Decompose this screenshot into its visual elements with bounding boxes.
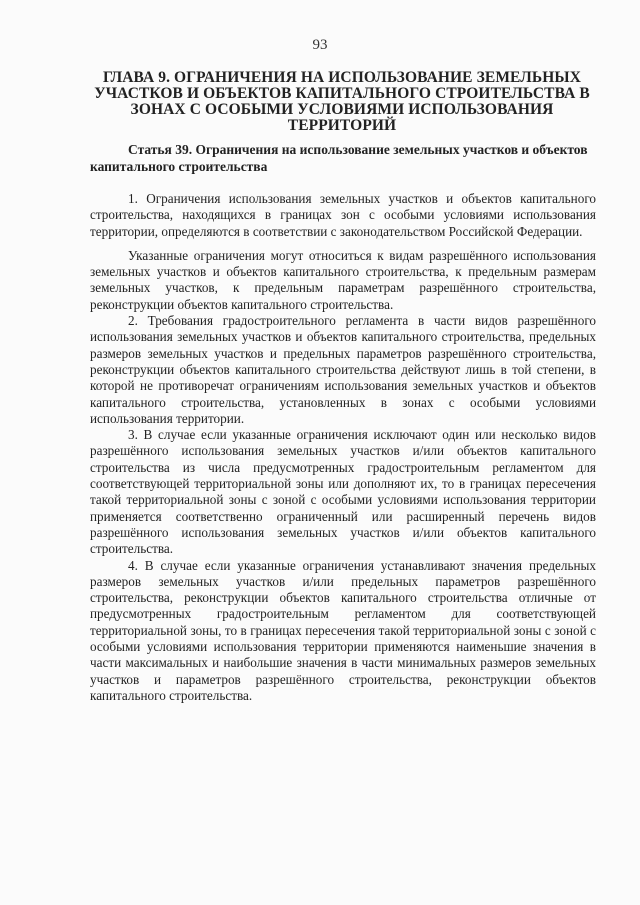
paragraph-1: 1. Ограничения использования земельных участков и объектов капитального строительства, находящихся в границах зон с особыми условиями использования территории, определяются в соответствии с законодательством Российской Федерации. (90, 191, 596, 239)
paragraph-4: 4. В случае если указанные ограничения устанавливают значения предельных размеров земельных участков и/или предельных параметров разрешённого строительства, реконструкции объектов капитального строительства отличные от предусмотренных градостроительным регламентом для соответствующей территориальной зоны, то в границах пересечения такой территориальной зоны с зоной с особыми условиями использования территории применяются наименьшие значения в части максимальных и наибольшие значения в части минимальных размеров земельных участков и параметров разрешённого строительства, реконструкции объектов капитального строительства. (90, 557, 596, 703)
paragraph-3: 3. В случае если указанные ограничения исключают один или несколько видов разрешённого использования земельных участков и/или объектов капитального строительства из числа предусмотренных градостроительным регламентом для соответствующей территориальной зоны или дополняют их, то в границах пересечения такой территориальной зоны с зоной с особыми условиями использования территории применяется соответственно ограниченный или расширенный перечень видов разрешённого использования земельных участков и/или объектов капитального строительства. (90, 427, 596, 557)
article-title: Статья 39. Ограничения на использование земельных участков и объектов капитального строительства (90, 142, 588, 174)
chapter-title: ГЛАВА 9. ОГРАНИЧЕНИЯ НА ИСПОЛЬЗОВАНИЕ ЗЕМЕЛЬНЫХ УЧАСТКОВ И ОБЪЕКТОВ КАПИТАЛЬНОГО СТРОИТЕЛЬСТВА В ЗОНАХ С ОСОБЫМИ УСЛОВИЯМИ ИСПОЛЬЗОВАНИЯ ТЕРРИТОРИЙ (94, 69, 590, 134)
document-body (90, 191, 596, 704)
paragraph-1-continued: Указанные ограничения могут относиться к видам разрешённого использования земельных участков и объектов капитального строительства, к предельным размерам земельных участков, к предельным параметрам разрешённого строительства, реконструкции объектов капитального строительства. (90, 247, 596, 312)
page-number: 93 (312, 37, 328, 53)
paragraph-2: 2. Требования градостроительного регламента в части видов разрешённого использования земельных участков и объектов капитального строительства, предельных размеров земельных участков и предельных параметров разрешённого строительства, реконструкции объектов капитального строительства действуют лишь в той степени, в которой не противоречат ограничениям использования земельных участков и объектов капитального строительства, установленных в зонах с особыми условиями использования территории. (90, 313, 596, 426)
